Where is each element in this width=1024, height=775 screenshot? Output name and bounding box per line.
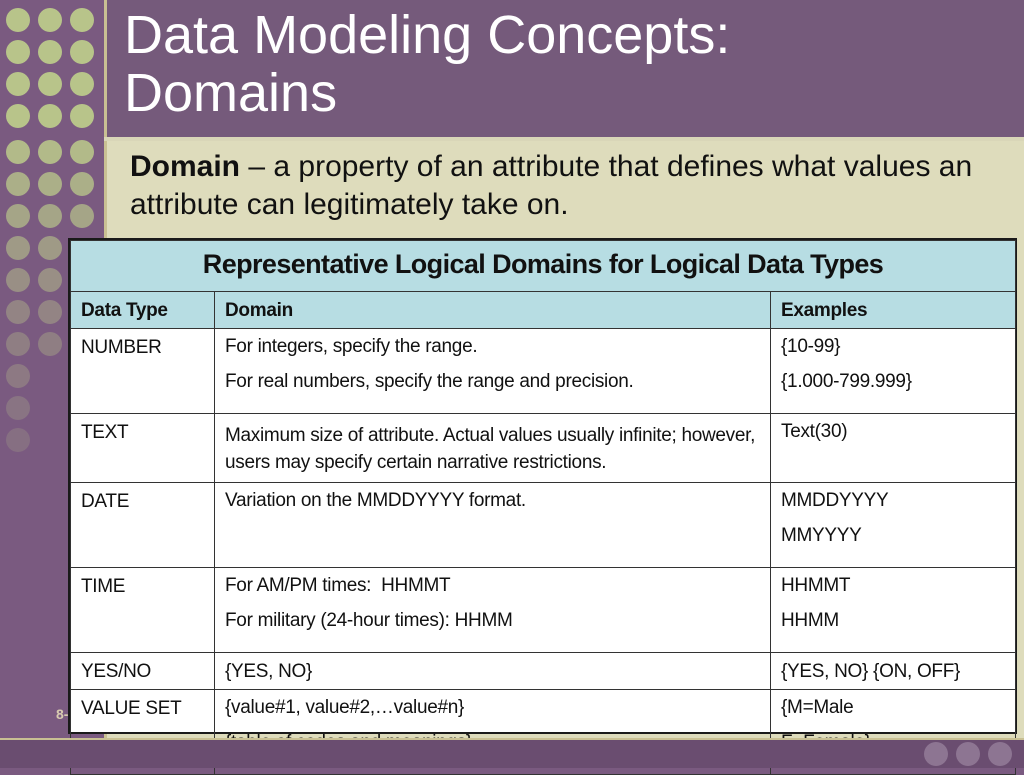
cell-data-type: TEXT [71,414,215,483]
decor-dot [70,204,94,228]
decor-dot [38,268,62,292]
cell-examples [771,414,1016,483]
slide-title-line1: Data Modeling Concepts: [124,5,731,65]
decor-dot [70,172,94,196]
decor-dot [6,104,30,128]
table-row [71,414,1016,483]
cell-line: MMDDYYYY [781,490,889,511]
cell-data-type: YES/NO [71,653,215,690]
footer-bar [0,740,1024,768]
decor-dot [38,204,62,228]
decor-dot [6,236,30,260]
cell-line: HHMM [781,610,839,631]
cell-data-type: NUMBER [71,329,215,414]
cell-examples [771,568,1016,653]
decor-dot [6,204,30,228]
cell-domain [215,568,771,653]
domains-table [68,238,1017,734]
decor-dot [38,72,62,96]
decor-dot [6,300,30,324]
cell-examples [771,329,1016,414]
column-header-examples: Examples [771,292,1016,329]
cell-line: For military (24-hour times): HHMM [225,610,513,631]
cell-line: {1.000-799.999} [781,371,912,392]
cell-data-type: TIME [71,568,215,653]
cell-line: For integers, specify the range. [225,336,478,357]
decor-dot [70,72,94,96]
slide-title-line2: Domains [124,63,338,123]
cell-data-type: VALUE SET [71,690,215,775]
decor-dot [6,8,30,32]
table-row [71,653,1016,690]
cell-examples [771,483,1016,568]
table-caption: Representative Logical Domains for Logical Data Types [71,241,1016,292]
cell-line: For real numbers, specify the range and precision. [225,371,634,392]
decor-dot [6,428,30,452]
footer-dot [956,742,980,766]
cell-line: Text(30) [781,421,848,442]
domains-table-grid [70,240,1016,775]
cell-line: HHMMT [781,575,851,596]
footer-dot [988,742,1012,766]
decor-dot [6,40,30,64]
decor-dot [38,140,62,164]
decor-dot [38,236,62,260]
slide-title [124,6,1004,122]
footer-dot [924,742,948,766]
decor-dot [6,396,30,420]
table-header-row [71,292,1016,329]
cell-line: {M=Male [781,697,854,718]
cell-domain: {YES, NO} [215,653,771,690]
decor-dot [38,332,62,356]
cell-domain [215,483,771,568]
decor-dot [70,140,94,164]
cell-line: MMYYYY [781,525,862,546]
decor-dot [70,40,94,64]
cell-line: Maximum size of attribute. Actual values usually infinite; however, users may specify certain narrative restrictions. [225,425,756,473]
decor-dot [6,72,30,96]
column-header-domain: Domain [215,292,771,329]
slide-number: 8- [56,706,69,722]
cell-examples: {YES, NO} {ON, OFF} [771,653,1016,690]
table-caption-row [71,241,1016,292]
decor-dot [38,104,62,128]
definition-text [130,148,990,224]
table-row [71,568,1016,653]
definition-body: – a property of an attribute that defines what values an attribute can legitimately take on. [130,150,973,221]
table-row [71,483,1016,568]
decor-dot [70,8,94,32]
cell-line: {value#1, value#2,…value#n} [225,697,465,718]
cell-data-type: DATE [71,483,215,568]
decor-dot [6,364,30,388]
cell-domain [215,414,771,483]
table-row [71,329,1016,414]
decor-dot [38,172,62,196]
decor-dot [70,104,94,128]
definition-term: Domain [130,150,241,183]
decor-dot [6,172,30,196]
decor-dot [38,40,62,64]
cell-line: Variation on the MMDDYYYY format. [225,490,526,511]
decor-dot [6,268,30,292]
decor-dot [38,8,62,32]
decor-dot [6,140,30,164]
cell-domain [215,329,771,414]
decor-dot [38,300,62,324]
cell-line: For AM/PM times: HHMMT [225,575,451,596]
cell-line: {10-99} [781,336,841,357]
column-header-data-type: Data Type [71,292,215,329]
decor-dot [6,332,30,356]
